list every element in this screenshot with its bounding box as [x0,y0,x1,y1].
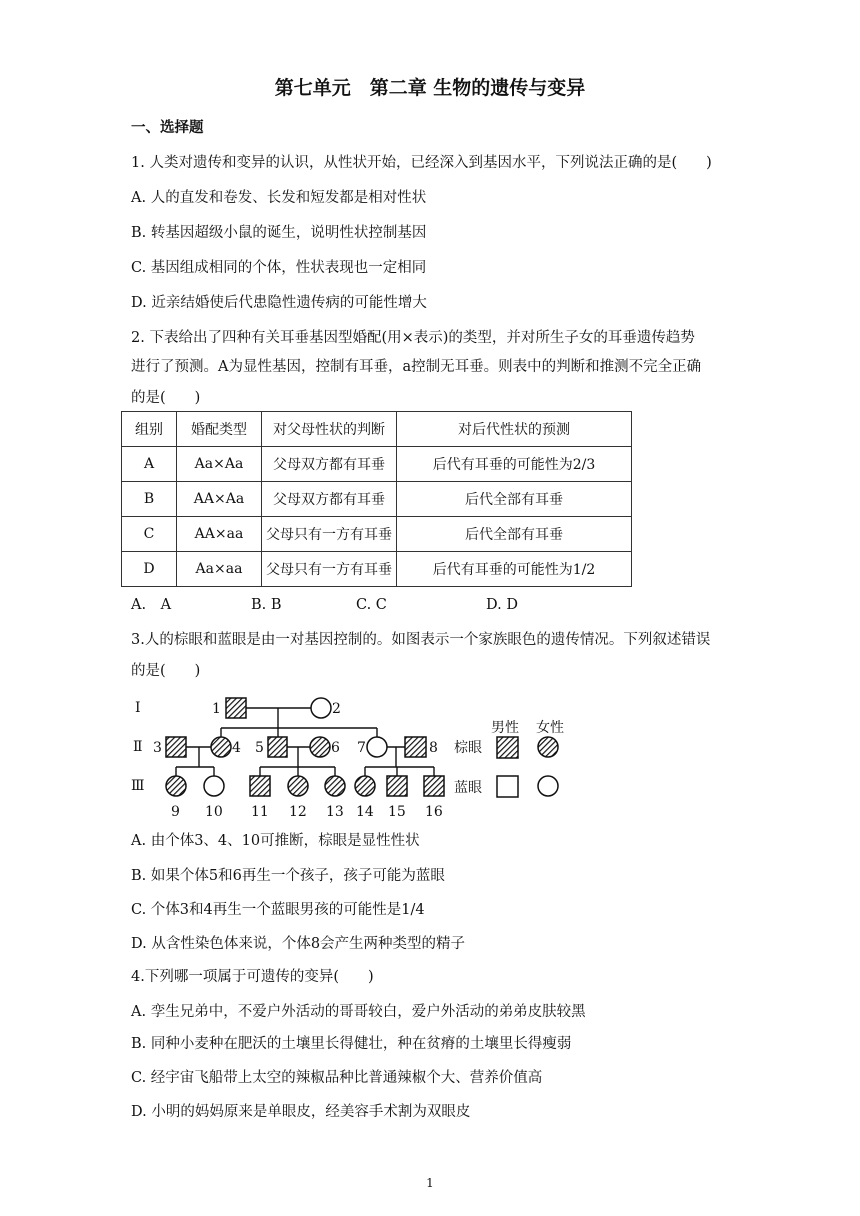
individual-12-brown-female [288,776,308,796]
legend-blue-female-symbol [538,776,558,796]
individual-10-blue-female [204,776,224,796]
question-1-option-c: C. 基因组成相同的个体，性状表现也一定相同 [131,260,427,276]
individual-6-brown-female [310,737,330,757]
table-row [122,482,632,517]
question-2-stem-line1: 2. 下表给出了四种有关耳垂基因型婚配(用×表示)的类型，并对所生子女的耳垂遗传趋势 [131,330,695,346]
legend-brown-male-symbol [497,737,518,758]
table-cell: A [122,447,177,482]
individual-1-brown-male [226,698,246,718]
section-heading: 一、选择题 [131,120,204,136]
individual-number: 14 [356,804,374,820]
individual-14-brown-female [355,776,375,796]
individual-3-brown-male [166,737,186,757]
legend-blue-male-symbol [497,776,518,797]
table-cell: 父母双方都有耳垂 [262,447,397,482]
question-4-option-d: D. 小明的妈妈原来是单眼皮，经美容手术割为双眼皮 [131,1104,471,1120]
generation-label: Ⅲ [131,778,145,794]
question-2-option-a: A. A [131,597,172,613]
question-4-option-a: A. 孪生兄弟中，不爱户外活动的哥哥较白，爱户外活动的弟弟皮肤较黑 [131,1004,586,1020]
individual-number: 7 [357,740,366,756]
question-2-option-b: B. B [251,597,282,613]
table-row [122,552,632,587]
individual-number: 13 [326,804,344,820]
table-header-cell: 对后代性状的预测 [397,412,632,447]
individual-number: 1 [212,701,221,717]
question-3-option-b: B. 如果个体5和6再生一个孩子，孩子可能为蓝眼 [131,868,445,884]
question-2-option-c: C. C [356,597,387,613]
individual-5-brown-male [268,737,287,757]
individual-number: 16 [425,804,443,820]
individual-8-brown-male [405,737,426,757]
individual-number: 8 [429,740,438,756]
individual-4-brown-female [211,737,231,757]
legend-male-label: 男性 [491,720,519,736]
question-1-option-d: D. 近亲结婚使后代患隐性遗传病的可能性增大 [131,295,427,311]
table-cell: Aa×aa [177,552,262,587]
individual-13-brown-female [325,776,345,796]
page-title: 第七单元 第二章 生物的遗传与变异 [274,77,586,99]
question-4-option-c: C. 经宇宙飞船带上太空的辣椒品种比普通辣椒个大、营养价值高 [131,1070,543,1086]
generation-label: Ⅱ [133,739,143,755]
table-cell: Aa×Aa [177,447,262,482]
question-2-option-d: D. D [486,597,518,613]
question-2-stem-line2: 进行了预测。A为显性基因，控制有耳垂，a控制无耳垂。则表中的判断和推测不完全正确 [131,359,702,375]
question-1-stem: 1. 人类对遗传和变异的认识，从性状开始，已经深入到基因水平，下列说法正确的是( ) [131,155,712,171]
generation-label: Ⅰ [135,700,141,716]
table-cell: 父母只有一方有耳垂 [262,517,397,552]
individual-7-blue-female [367,737,387,757]
question-4-option-b: B. 同种小麦种在肥沃的土壤里长得健壮，种在贫瘠的土壤里长得瘦弱 [131,1036,572,1052]
individual-15-brown-male [387,776,407,796]
legend-female-label: 女性 [536,720,564,736]
table-header-cell: 婚配类型 [177,412,262,447]
individual-11-brown-male [250,776,270,796]
table-cell: D [122,552,177,587]
table-cell: 后代有耳垂的可能性为1/2 [397,552,632,587]
question-3-stem-line1: 3.人的棕眼和蓝眼是由一对基因控制的。如图表示一个家族眼色的遗传情况。下列叙述错误 [131,632,711,648]
table-row [122,517,632,552]
individual-number: 11 [251,804,269,820]
individual-16-brown-male [424,776,444,796]
legend-brown-female-symbol [538,737,558,757]
table-cell: 父母只有一方有耳垂 [262,552,397,587]
legend-brown-label: 棕眼 [454,740,482,756]
pedigree-diagram [127,688,587,828]
question-1-option-b: B. 转基因超级小鼠的诞生，说明性状控制基因 [131,225,427,241]
table-cell: C [122,517,177,552]
question-3-option-c: C. 个体3和4再生一个蓝眼男孩的可能性是1/4 [131,902,425,918]
individual-number: 9 [171,804,180,820]
individual-number: 3 [153,740,162,756]
individual-9-brown-female [166,776,186,796]
individual-number: 4 [232,740,241,756]
question-2-stem-line3: 的是( ) [131,390,201,406]
table-cell: B [122,482,177,517]
table-cell: 父母双方都有耳垂 [262,482,397,517]
question-4-stem: 4.下列哪一项属于可遗传的变异( ) [131,969,374,985]
question-3-stem-line2: 的是( ) [131,663,201,679]
table-cell: AA×Aa [177,482,262,517]
table-cell: 后代全部有耳垂 [397,482,632,517]
table-row [122,447,632,482]
individual-number: 15 [388,804,406,820]
table-cell: 后代全部有耳垂 [397,517,632,552]
earlobe-table [121,411,632,587]
question-1-option-a: A. 人的直发和卷发、长发和短发都是相对性状 [131,190,427,206]
question-3-option-d: D. 从含性染色体来说，个体8会产生两种类型的精子 [131,936,466,952]
table-header-cell: 组别 [122,412,177,447]
table-header-cell: 对父母性状的判断 [262,412,397,447]
page-number: 1 [426,1176,434,1190]
table-header-row [122,412,632,447]
question-2-options [131,593,518,614]
individual-number: 10 [205,804,223,820]
question-3-option-a: A. 由个体3、4、10可推断，棕眼是显性性状 [131,833,420,849]
individual-2-blue-female [311,698,331,718]
individual-number: 6 [331,740,340,756]
individual-number: 2 [332,701,341,717]
individual-number: 12 [289,804,307,820]
table-cell: AA×aa [177,517,262,552]
legend-blue-label: 蓝眼 [454,780,482,796]
individual-number: 5 [255,740,264,756]
table-cell: 后代有耳垂的可能性为2/3 [397,447,632,482]
